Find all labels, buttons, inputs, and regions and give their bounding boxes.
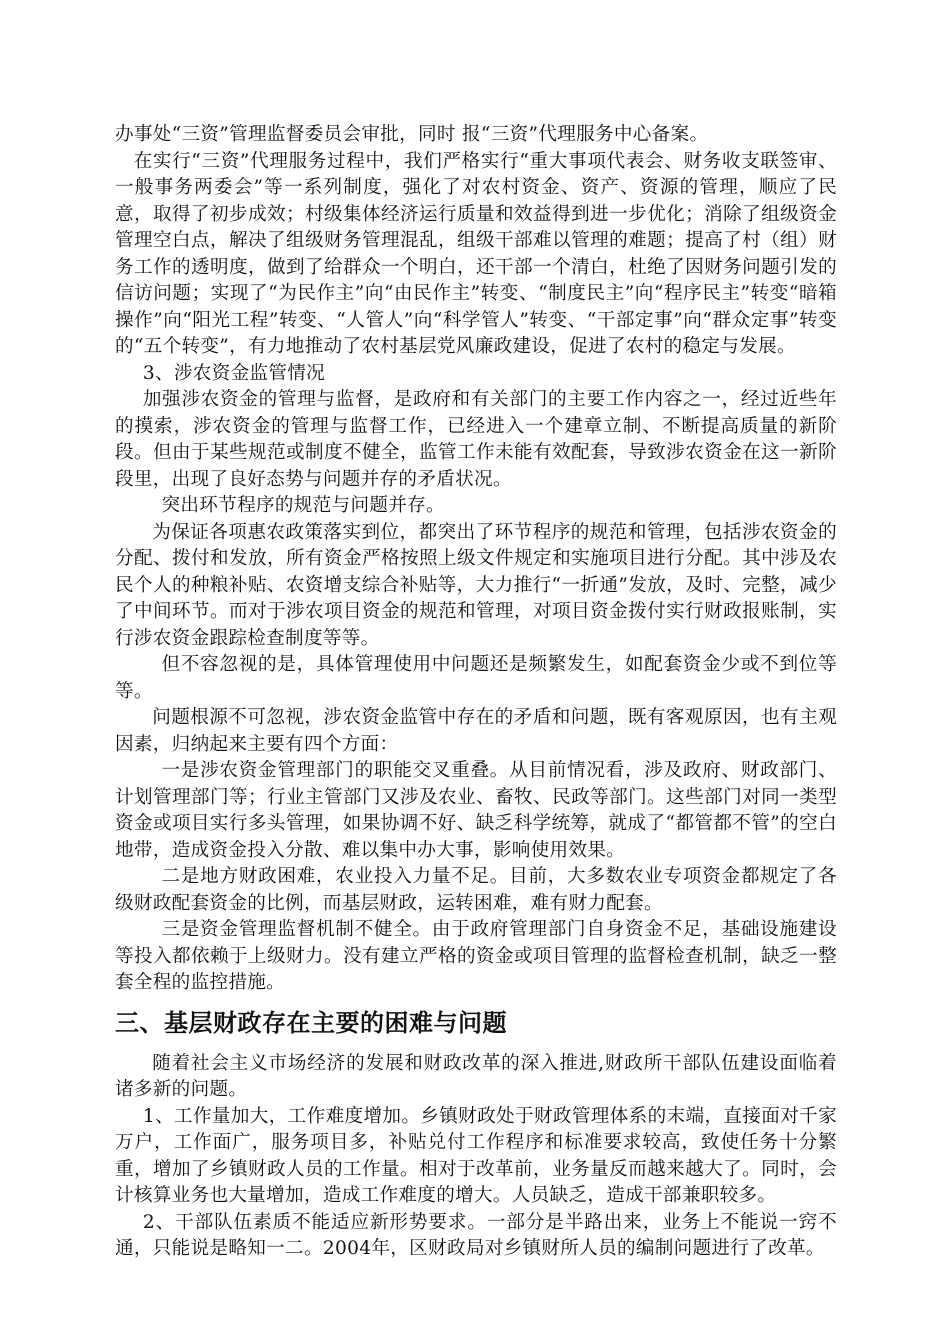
paragraph: 加强涉农资金的管理与监督，是政府和有关部门的主要工作内容之一，经过近些年的摸索，涉农资金的管理与监督工作，已经进入一个建章立制、不断提高质量的新阶段。但由于某些规范或制度不健全，监管工作未能有效配套，导致涉农资金在这一新阶段里，出现了良好态势与问题并存的矛盾状况。 (115, 389, 837, 490)
paragraph: 为保证各项惠农政策落实到位，都突出了环节程序的规范和管理，包括涉农资金的分配、拨付和发放，所有资金严格按照上级文件规定和实施项目进行分配。其中涉及农民个人的种粮补贴、农资增支综合补贴等，大力推行“一折通”发放，及时、完整，减少了中间环节。而对于涉农项目资金的规范和管理，对项目资金拨付实行财政报账制，实行涉农资金跟踪检查制度等等。 (115, 521, 837, 649)
body-text-part1 (115, 122, 837, 997)
paragraph: 随着社会主义市场经济的发展和财政改革的深入推进,财政所干部队伍建设面临着诸多新的问题。 (115, 1052, 837, 1100)
paragraph: 但不容忽视的是，具体管理使用中问题还是频繁发生，如配套资金少或不到位等等。 (115, 654, 837, 702)
paragraph: 三是资金管理监督机制不健全。由于政府管理部门自身资金不足，基础设施建设等投入都依赖于上级财力。没有建立严格的资金或项目管理的监督检查机制，缺乏一整套全程的监控措施。 (115, 919, 837, 993)
paragraph: 在实行“三资”代理服务过程中，我们严格实行“重大事项代表会、财务收支联签审、一般事务两委会”等一系列制度，强化了对农村资金、资产、资源的管理，顺应了民意，取得了初步成效；村级集体经济运行质量和效益得到进一步优化；消除了组级资金管理空白点，解决了组级财务管理混乱，组级干部难以管理的难题；提高了村（组）财务工作的透明度，做到了给群众一个明白，还干部一个清白，杜绝了因财务问题引发的信访问题；实现了“为民作主”向“由民作主”转变、“制度民主”向“程序民主”转变“暗箱操作”向“阳光工程”转变、“人管人”向“科学管人”转变、“干部定事”向“群众定事”转变的“五个转变”，有力地推动了农村基层党风廉政建设，促进了农村的稳定与发展。 (115, 150, 837, 357)
paragraph: 3、涉农资金监管情况 (142, 362, 326, 384)
paragraph: 1、工作量加大，工作难度增加。乡镇财政处于财政管理体系的末端，直接面对千家万户，工作面广，服务项目多，补贴兑付工作程序和标准要求较高，致使任务十分繁重，增加了乡镇财政人员的工作量。相对于改革前，业务量反而越来越大了。同时，会计核算业务也大量增加，造成工作难度的增大。人员缺乏，造成干部兼职较多。 (115, 1105, 837, 1206)
section-heading: 三、基层财政存在主要的困难与问题 (115, 1008, 507, 1037)
paragraph: 二是地方财政困难，农业投入力量不足。目前，大多数农业专项资金都规定了各级财政配套资金的比例，而基层财政，运转困难，难有财力配套。 (115, 866, 837, 914)
document-page (115, 122, 837, 1263)
paragraph: 一是涉农资金管理部门的职能交叉重叠。从目前情况看，涉及政府、财政部门、计划管理部门等；行业主管部门又涉及农业、畜牧、民政等部门。这些部门对同一类型资金或项目实行多头管理，如果协调不好、缺乏科学统筹，就成了“都管都不管”的空白地带，造成资金投入分散、难以集中办大事，影响使用效果。 (115, 760, 837, 861)
body-text-part2 (115, 1051, 837, 1263)
paragraph: 问题根源不可忽视，涉农资金监管中存在的矛盾和问题，既有客观原因，也有主观因素，归纳起来主要有四个方面： (115, 707, 837, 755)
paragraph: 2、干部队伍素质不能适应新形势要求。一部分是半路出来，业务上不能说一窍不通，只能说是略知一二。2004年，区财政局对乡镇财所人员的编制问题进行了改革。 (115, 1211, 837, 1259)
paragraph: 办事处“三资”管理监督委员会审批，同时 报“三资”代理服务中心备案。 (115, 124, 709, 145)
paragraph: 突出环节程序的规范与问题并存。 (161, 495, 445, 516)
